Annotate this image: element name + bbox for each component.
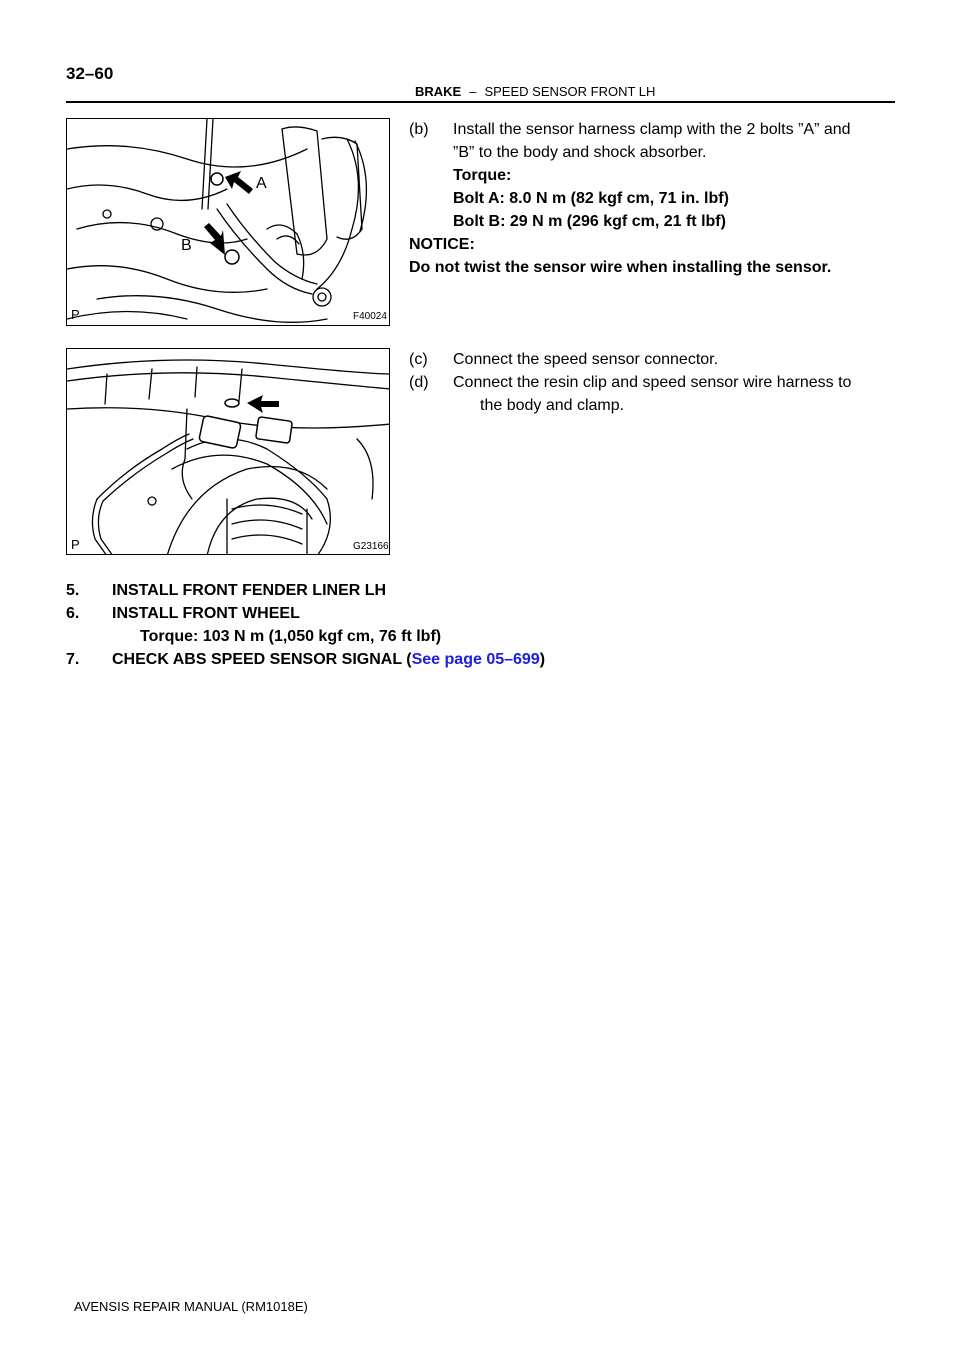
callout-a: A: [256, 175, 267, 192]
figure-connector: [66, 348, 390, 555]
figure-bolt-installation: [66, 118, 390, 326]
step-c-text: Connect the speed sensor connector.: [453, 351, 719, 368]
header-rule: [66, 101, 895, 103]
step-7-number: 7.: [66, 651, 80, 668]
bolt-a-torque: Bolt A: 8.0 N m (82 kgf cm, 71 in. lbf): [453, 190, 729, 207]
step-6-text: INSTALL FRONT WHEEL: [112, 605, 300, 622]
step-6-torque: Torque: 103 N m (1,050 kgf cm, 76 ft lbf): [140, 628, 442, 645]
bolt-b-torque: Bolt B: 29 N m (296 kgf cm, 21 ft lbf): [453, 213, 726, 230]
page-number: 32–60: [66, 64, 114, 83]
step-6-number: 6.: [66, 605, 80, 622]
figure-p-mark: P: [71, 307, 80, 322]
header-dash: –: [469, 84, 477, 99]
step-7-text: [112, 648, 545, 671]
step-b-line2: ”B” to the body and shock absorber.: [453, 144, 707, 161]
step-b-label: (b): [409, 121, 429, 138]
step-5-number: 5.: [66, 582, 80, 599]
step-c-label: (c): [409, 351, 428, 368]
torque-label: Torque:: [453, 167, 512, 184]
step-7-title: CHECK ABS SPEED SENSOR SIGNAL (: [112, 651, 412, 668]
step-d-label: (d): [409, 374, 429, 391]
step-d-line2: the body and clamp.: [480, 397, 625, 414]
callout-b: B: [181, 237, 192, 254]
step-d-line1: Connect the resin clip and speed sensor wire harness to: [453, 374, 852, 391]
figure-p-mark: P: [71, 537, 80, 552]
notice-text: Do not twist the sensor wire when installing the sensor.: [409, 259, 832, 276]
figure-code: F40024: [353, 311, 387, 322]
footer-manual-id: AVENSIS REPAIR MANUAL (RM1018E): [74, 1299, 308, 1314]
subsection-name: SPEED SENSOR FRONT LH: [484, 84, 656, 99]
section-name: BRAKE: [415, 84, 462, 99]
figure-bolt-illustration: [67, 119, 390, 326]
step-5-text: INSTALL FRONT FENDER LINER LH: [112, 582, 387, 599]
figure-code: G23166: [353, 541, 389, 552]
step-7-close-paren: ): [539, 651, 546, 668]
see-page-link[interactable]: See page 05–699: [411, 651, 540, 668]
figure-connector-illustration: [67, 349, 390, 555]
notice-label: NOTICE:: [409, 236, 475, 253]
step-b-line1: Install the sensor harness clamp with the 2 bolts ”A” and: [453, 121, 851, 138]
header-title: [415, 84, 655, 99]
